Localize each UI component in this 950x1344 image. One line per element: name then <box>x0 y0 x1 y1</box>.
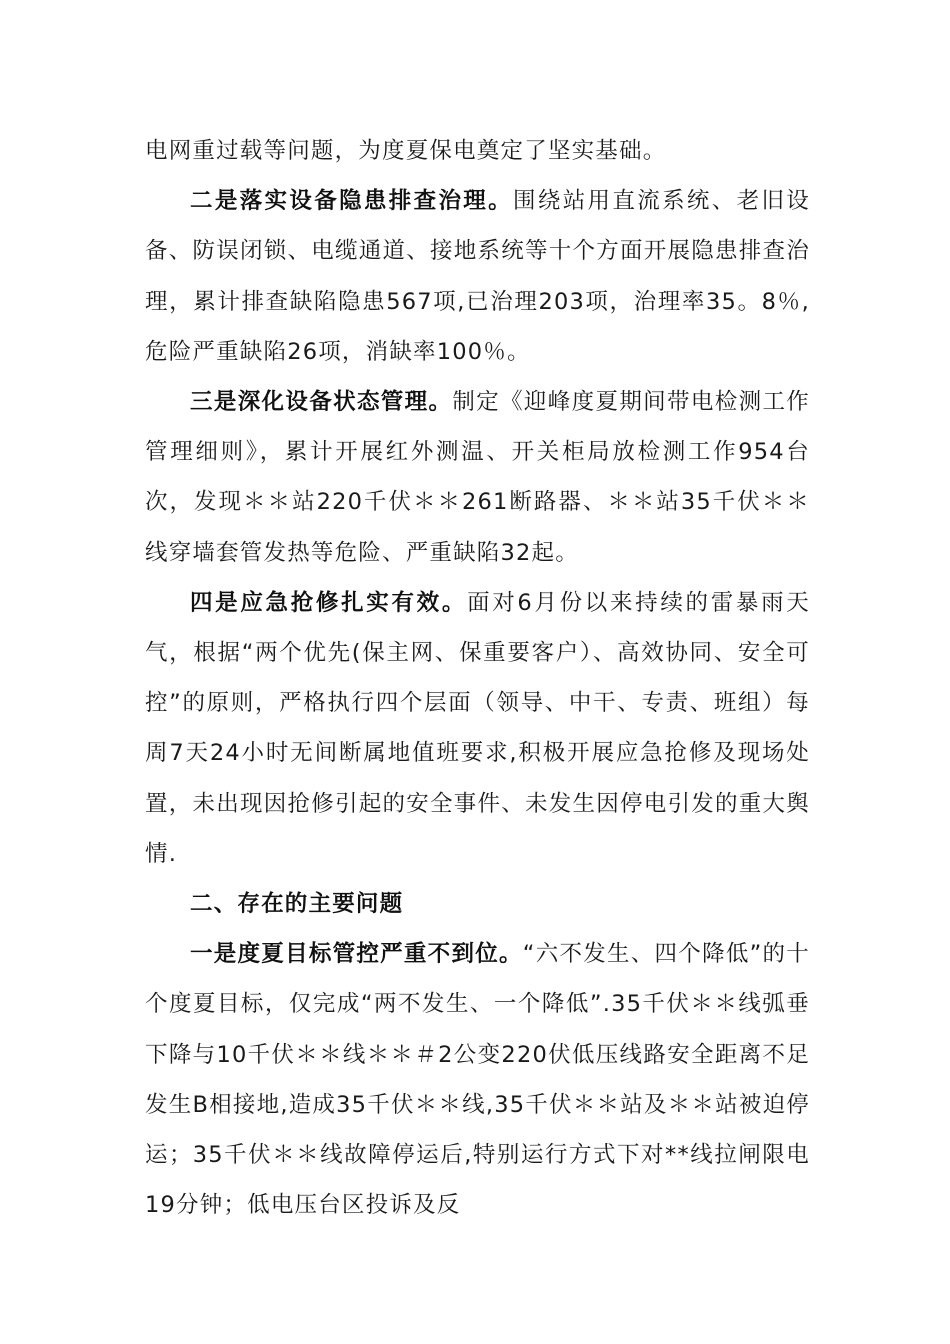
document-body <box>145 126 810 1230</box>
item-lead-1: 二是落实设备隐患排查治理。 <box>190 188 513 215</box>
item-lead-3: 四是应急抢修扎实有效。 <box>190 589 468 616</box>
continuation-text: 电网重过载等问题，为度夏保电奠定了坚实基础。 <box>145 138 667 164</box>
item-text-3: 面对6月份以来持续的雷暴雨天气，根据“两个优先(保主网、保重要客户）、高效协同、安全可控”的原则，严格执行四个层面（领导、中干、专责、班组）每周7天24小时无间断属地值班要求,积极开展应急抢修及现场处置，未出现因抢修引起的安全事件、未发生因停电引发的重大舆情. <box>145 589 811 867</box>
problem-lead: 一是度夏目标管控严重不到位。 <box>190 941 523 968</box>
item-text-1: 围绕站用直流系统、老旧设备、防误闭锁、电缆通道、接地系统等十个方面开展隐患排查治理，累计排查缺陷隐患567项,已治理203项，治理率35。8％,危险严重缺陷26项，消缺率100％。 <box>145 188 810 365</box>
section-heading: 二、存在的主要问题 <box>190 891 404 918</box>
item-text-2: 制定《迎峰度夏期间带电检测工作管理细则》，累计开展红外测温、开关柜局放检测工作954台次，发现＊＊站220千伏＊＊261断路器、＊＊站35千伏＊＊线穿墙套管发热等危险、严重缺陷32起。 <box>145 389 810 566</box>
problem-paragraph <box>145 929 810 1230</box>
item-paragraph-3 <box>145 578 810 879</box>
continuation-paragraph <box>145 126 810 176</box>
item-lead-2: 三是深化设备状态管理。 <box>190 389 453 416</box>
item-paragraph-1 <box>145 176 810 377</box>
problem-text: “六不发生、四个降低”的十个度夏目标，仅完成“两不发生、一个降低”.35千伏＊＊线弧垂下降与10千伏＊＊线＊＊＃2公变220伏低压线路安全距离不足发生B相接地,造成35千伏＊＊线,35千伏＊＊站及＊＊站被迫停运；35千伏＊＊线故障停运后,特别运行方式下对**线拉闸限电19分钟；低电压台区投诉及反 <box>145 941 810 1219</box>
item-paragraph-2 <box>145 377 810 578</box>
